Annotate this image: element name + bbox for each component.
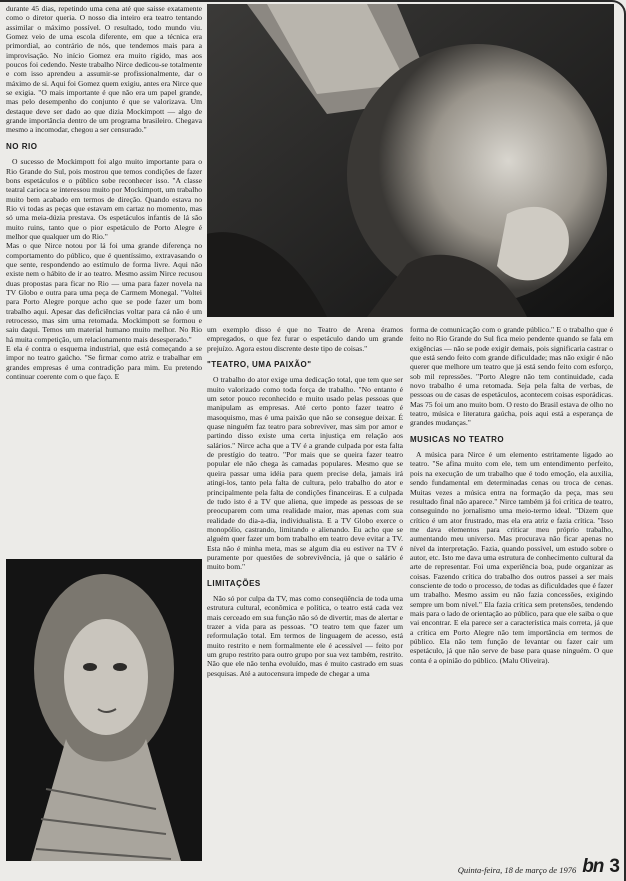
heading-teatro-paixao: "TEATRO, UMA PAIXÃO"	[207, 360, 312, 370]
paragraph-limitacoes: Não só por culpa da TV, mas como conseqüência de toda uma estrutura cultural, econômica e política, o teatro está cada vez mais cerceado em sua função não só de divertir, mas de alertar e trazer a vida para as pessoas. "O teatro tem que fazer um reformulação total. Em termos de linguagem de acesso, está muito restrito e nem formalmente ele é acessível — feito por um grupo restrito para outro grupo por sua vez também, restrito. Não que ele não tenha evoluído, mas é muito castrado em suas pesquisas. Até a autocensura impede de chegar a uma	[207, 593, 403, 678]
column-1-top	[6, 4, 202, 556]
photo-actress-profile	[207, 4, 614, 317]
paragraph-no-rio-3: E ela é contra o esquema industrial, que está começando a se impor no teatro gaúcho. "Se firmar como atriz e trabalhar em grandes empresas é uma contradição para mim. Eu pretendo continuar coerente com o que faço. E	[6, 344, 202, 382]
photo-actress-portrait-image	[6, 559, 202, 861]
heading-musicas: MUSICAS NO TEATRO	[410, 434, 505, 444]
heading-limitacoes: LIMITAÇÕES	[207, 578, 261, 588]
paragraph-no-rio-2: Mas o que Nirce notou por lá foi uma grande diferença no comportamento do público, que é quentíssimo, extravasando o que sente, respondendo ao estímulo de forma livre. Aqui não existe nem o hábito de ir ao teatro. Mesmo assim Nirce recusou duas propostas para ficar no Rio — uma para fazer novela na TV Globo e outra para uma peça de Carmem Monegal. "Voltei para Porto Alegre porque acho que se pode fazer um bom trabalho aqui. Apesar das deficiências voltar para cá não é um retrocesso, mas sim uma retomada. Mockimpott se formou e saiu daqui. Temos um material humano muito melhor. No Rio há muita competição, um relacionamento mais desesperado."	[6, 241, 202, 344]
paragraph-musicas: A música para Nirce é um elemento estritamente ligado ao teatro. "Se afina muito com ele, tem um entendimento perfeito, pois na execução de um trabalho que é todo emoção, ela auxilia, sendo fundamental em determinadas cenas ou troca de cenas. Muitas vezes a música entra na formação da peça, mas seu resultado final não aparece." Nirce também já foi crítica de teatro, conseguindo no jornalismo uma meio-termo ideal. "Dizem que crítico é um ator frustrado, mas ela era atriz e fazia crítica. "Isso me dava elementos para criticar meu próprio trabalho, aumentando meu universo. Mas procurava não ficar apenas no nível da interpretação. Fazia, quando possível, um estudo sobre o autor, etc. Isto me dava uma estrutura de conhecimento cultural da arte de representar. Foi uma experiência boa, pude organizar as coisas. Fazendo crítica do trabalho dos outros passei a ser mais consciente de todo o processo, de todas as dificuldades que é fazer um trabalho. Mesmo assim eu não fazia concessões, exigindo sempre um bom nível." Ela fazia crítica sem pretensões, tendendo mais para o lado de orientação ao público, para que ele saiba o que vai encontrar. E ela parece ser a característica mais correta, já que a crítica em Porto Alegre não tem importância em termos de público. Ela não tem função de levantar ou fazer cair um espetáculo, já que não serve de base para quase ninguém. O que conta é a opinião do público. (Malu Oliveira).	[410, 450, 613, 665]
paragraph-intro: durante 45 dias, repetindo uma cena até que saisse exatamente como o diretor queria. O nosso dia inteiro era teatro tentando assimilar o máximo possível. O resultado, todo mundo viu. Gomez veio de uma escola diferente, em que a técnica era primordial, ao contrário de nós, que tendemos mais para a improvisação. No início Gomez era muito rígido, mas aos poucos foi cedendo. Neste trabalho Nirce dedicou-se totalmente e com isso aprendeu a assumir-se profissionalmente, dar o máximo de si. Aqui foi Gomez quem exigiu, antes era Nirce que se exigia. "O mais importante é que não era um papel grande, mas pelo desempenho do conjunto é que se valorizava. Um destaque deve ser dado ao que dizia Mockimpott — algo de grande importância dentro de um programa brasileiro. Chegava mesmo a incomodar, chegou a ser censurado."	[6, 4, 202, 135]
newspaper-logo: bn	[582, 856, 604, 877]
column-2	[207, 325, 403, 861]
paragraph-arena: um exemplo disso é que no Teatro de Arena éramos empregados, o que fez furar o espetáculo dando um grande prejuízo. Agora estou discrente deste tipo de coisas."	[207, 325, 403, 353]
page-number: 3	[609, 856, 620, 877]
paragraph-comunicacao: forma de comunicação com o grande público." E o trabalho que é feito no Rio Grande do Sul fica meio pendente quando se fala em exigências — não se pode exigir demais, pois significaria castrar o que está sendo feito com grande dificuldade; mas não exigir é não querer que melhore um teatro que já está sendo feito com esforço, sob mil repressões. "Porto Alegre não tem continuidade, cada novo trabalho é uma retomada. Seja pela falta de verbas, de pessoas ou de casas de espetáculos, acontecem coisas esporádicas. Mas 75 foi um ano muito bom. O resto do Brasil estava de olho no teatro, música e literatura gaúcha, pois aqui está a esperança de grandes mudanças."	[410, 325, 613, 428]
footer-date: Quinta-feira, 18 de março de 1976	[457, 865, 577, 875]
photo-actress-profile-image	[207, 4, 614, 317]
paragraph-no-rio-1: O sucesso de Mockimpott foi algo muito importante para o Rio Grande do Sul, pois mostrou que temos condições de fazer bons espetáculos e o público sobe reconhecer isso. "A classe teatral carioca se interessou muito por Mockimpott, um trabalho muito bem acabado em termos de direção. Quando estava no Rio vi todas as peças que estavam em cartaz no momento, mas só uma meia-dúzia prestava. Os espetáculos infantis de lá são muito ruins, tanto que o pior espetáculo de Porto Alegre é melhor que qualquer um do Rio."	[6, 157, 202, 241]
footer	[458, 855, 620, 877]
heading-no-rio: NO RIO	[6, 141, 38, 151]
paragraph-teatro-paixao: O trabalho do ator exige uma dedicação total, que tem que ser muito valorizado como toda força de trabalho. "No entanto é um setor pouco reconhecido e muito usado pelas pessoas que manipulam as empresas. Até certo ponto fazer teatro é masoquismo, mas é uma paixão que não se consegue deixar. É quase ninguém faz teatro para sobreviver, mas sim por amor e partindo disso existe uma certa injustiça em relação aos salários." Nirce acha que a TV é a grande culpada por esta falta de prestígio do teatro. "Por mais que se queira fazer teatro popular ele não chega às camadas populares. Mesmo que se queira passar uma idéia para quem precise dela, jamais irá atingi-los, tanto pela falta de cultura, pelo trabalho do ator e principalmente pela falta de condições financeiras. E a culpada de tudo isto é a TV que aliena, que impede as pessoas de se preocuparem com uma realidade maior, mas apenas com sua realidade do dia-a-dia, individualista. E a TV Globo exerce o monopólio, castrando, limitando e alienando. Eu acho que se alguém quer fazer um bom trabalho em teatro deve evitar a TV. Esta não é minha meta, mas se algum dia eu estiver na TV é puramente por questões de sobrevivência, já que o salário é muito bom."	[207, 375, 403, 572]
photo-actress-portrait	[6, 559, 202, 861]
column-3	[410, 325, 613, 855]
